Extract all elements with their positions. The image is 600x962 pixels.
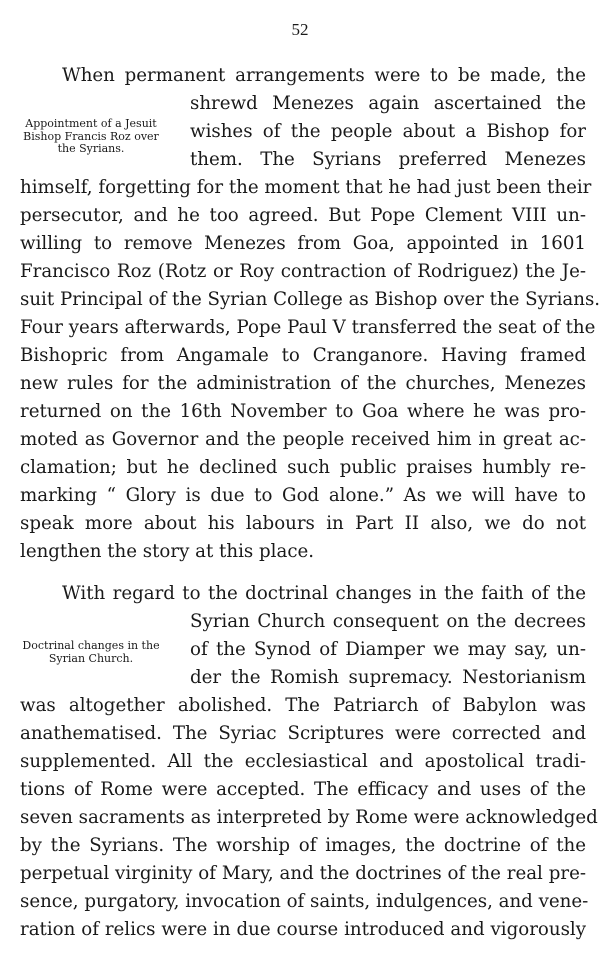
paragraph-1-line-18: lengthen the story at this place.	[20, 541, 315, 562]
paragraph-1-line-14: moted as Governor and the people received him in great ac-	[20, 429, 586, 450]
paragraph-2-line-3: of the Synod of Diamper we may say, un-	[190, 639, 586, 660]
paragraph-2-line-11: perpetual virginity of Mary, and the doctrines of the real pre-	[20, 863, 586, 884]
paragraph-2-line-1: With regard to the doctrinal changes in the faith of the	[62, 583, 586, 604]
paragraph-1-line-6: persecutor, and he too agreed. But Pope Clement VIII un-	[20, 205, 586, 226]
paragraph-2-line-5: was altogether abolished. The Patriarch of Babylon was	[20, 695, 586, 716]
paragraph-1-line-4: them. The Syrians preferred Menezes	[190, 149, 586, 170]
paragraph-2-line-12: sence, purgatory, invocation of saints, indulgences, and vene-	[20, 891, 589, 912]
paragraph-2-line-13: ration of relics were in due course introduced and vigorously	[20, 919, 586, 940]
paragraph-1-line-17: speak more about his labours in Part II also, we do not	[20, 513, 586, 534]
paragraph-1-line-3: wishes of the people about a Bishop for	[190, 121, 586, 142]
paragraph-2-line-7: supplemented. All the ecclesiastical and apostolical tradi-	[20, 751, 586, 772]
paragraph-1-line-13: returned on the 16th November to Goa where he was pro-	[20, 401, 586, 422]
paragraph-1-line-16: marking “ Glory is due to God alone.” As we will have to	[20, 485, 586, 506]
paragraph-1-line-12: new rules for the administration of the churches, Menezes	[20, 373, 586, 394]
sidenote-doctrinal-changes: Doctrinal changes in the Syrian Church.	[22, 639, 160, 665]
paragraph-1-line-2: shrewd Menezes again ascertained the	[190, 93, 586, 114]
paragraph-1-line-9: suit Principal of the Syrian College as Bishop over the Syrians.	[20, 289, 600, 310]
paragraph-1-line-11: Bishopric from Angamale to Cranganore. Having framed	[20, 345, 586, 366]
paragraph-2-line-8: tions of Rome were accepted. The efficacy and uses of the	[20, 779, 586, 800]
paragraph-1-line-15: clamation; but he declined such public praises humbly re-	[20, 457, 586, 478]
sidenote-bishop-appointment: Appointment of a Jesuit Bishop Francis Roz over the Syrians.	[23, 117, 159, 155]
page-number: 52	[291, 20, 309, 39]
paragraph-1-line-1: When permanent arrangements were to be made, the	[62, 65, 586, 86]
paragraph-1-line-7: willing to remove Menezes from Goa, appointed in 1601	[20, 233, 586, 254]
paragraph-1-line-5: himself, forgetting for the moment that he had just been their	[20, 177, 592, 198]
paragraph-2-line-10: by the Syrians. The worship of images, the doctrine of the	[20, 835, 586, 856]
paragraph-2-line-2: Syrian Church consequent on the decrees	[190, 611, 586, 632]
paragraph-2-line-6: anathematised. The Syriac Scriptures were corrected and	[20, 723, 586, 744]
paragraph-1-line-10: Four years afterwards, Pope Paul V transferred the seat of the	[20, 317, 596, 338]
paragraph-2-line-9: seven sacraments as interpreted by Rome were acknowledged	[20, 807, 598, 828]
paragraph-1-line-8: Francisco Roz (Rotz or Roy contraction of Rodriguez) the Je-	[20, 261, 586, 282]
paragraph-2-line-4: der the Romish supremacy. Nestorianism	[190, 667, 586, 688]
